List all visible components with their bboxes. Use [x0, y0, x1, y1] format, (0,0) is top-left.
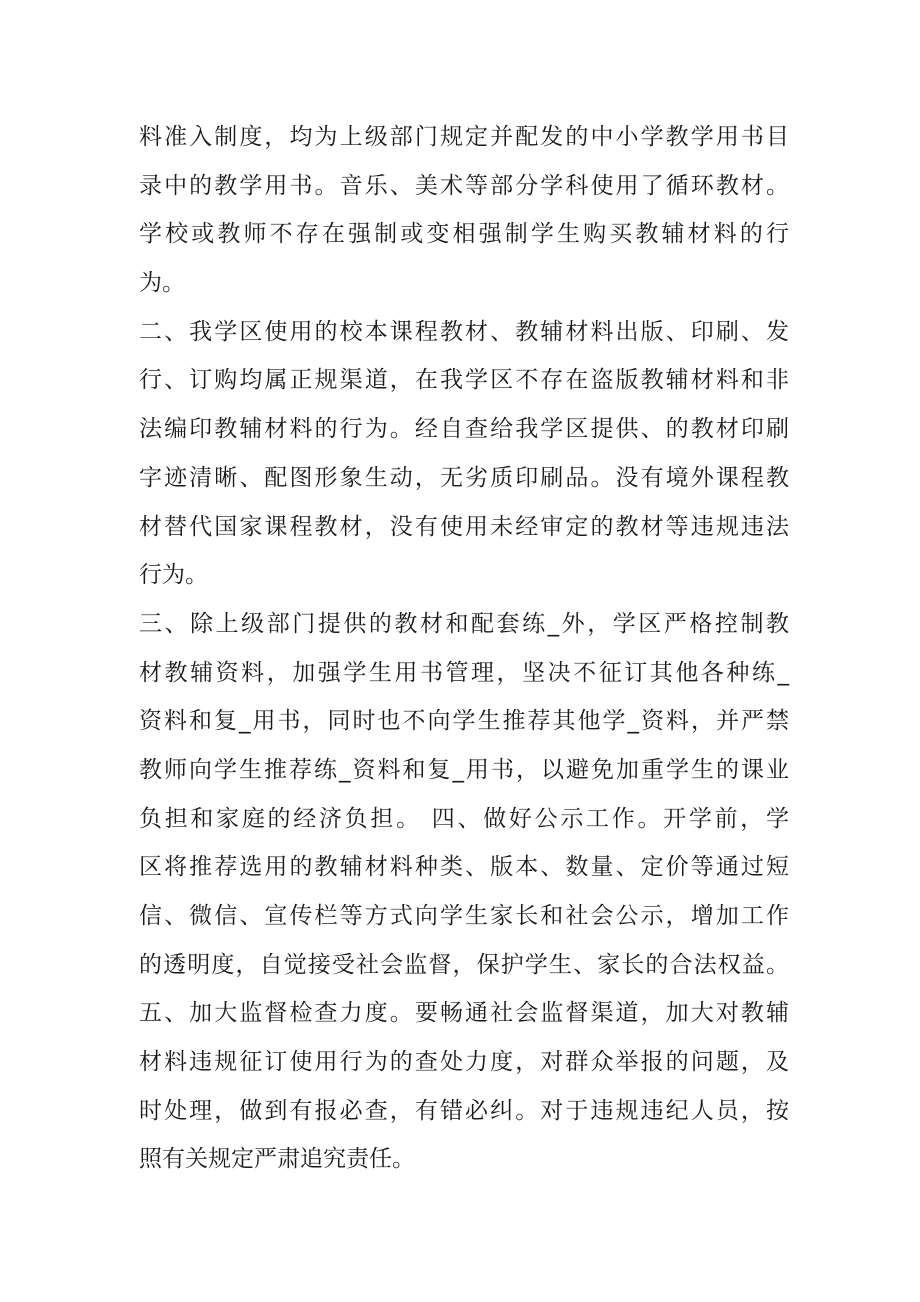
text-line: 学校或教师不存在强制或变相强制学生购买教辅材料的行: [139, 221, 789, 248]
text-line: 材教辅资料，加强学生用书管理，坚决不征订其他各种练_: [139, 659, 789, 686]
text-line: 的透明度，自觉接受社会监督，保护学生、家长的合法权益。: [139, 951, 789, 978]
text-line: 录中的教学用书。音乐、美术等部分学科使用了循环教材。: [139, 172, 789, 199]
text-line: 区将推荐选用的教辅材料种类、版本、数量、定价等通过短: [139, 854, 789, 881]
text-line: 资料和复_用书，同时也不向学生推荐其他学_资料，并严禁: [139, 708, 789, 735]
text-line: 材替代国家课程教材，没有使用未经审定的教材等违规违法: [139, 513, 789, 540]
text-line: 法编印教辅材料的行为。经自查给我学区提供、的教材印刷: [139, 416, 789, 443]
text-line: 五、加大监督检查力度。要畅通社会监督渠道，加大对教辅: [139, 1000, 789, 1027]
text-line: 为。: [139, 270, 185, 297]
text-line: 负担和家庭的经济负担。 四、做好公示工作。开学前，学: [139, 805, 789, 832]
text-line: 三、除上级部门提供的教材和配套练_外，学区严格控制教: [139, 610, 789, 637]
text-line: 时处理，做到有报必查，有错必纠。对于违规违纪人员，按: [139, 1097, 789, 1124]
text-line: 教师向学生推荐练_资料和复_用书，以避免加重学生的课业: [139, 756, 789, 783]
text-line: 行、订购均属正规渠道，在我学区不存在盗版教辅材料和非: [139, 367, 789, 394]
text-line: 字迹清晰、配图形象生动，无劣质印刷品。没有境外课程教: [139, 464, 789, 491]
document-body: [139, 113, 789, 1184]
text-line: 二、我学区使用的校本课程教材、教辅材料出版、印刷、发: [139, 318, 789, 345]
text-line: 信、微信、宣传栏等方式向学生家长和社会公示，增加工作: [139, 903, 789, 929]
text-line: 行为。: [139, 562, 208, 589]
text-line: 材料违规征订使用行为的查处力度，对群众举报的问题，及: [139, 1049, 789, 1076]
text-line: 照有关规定严肃追究责任。: [139, 1146, 415, 1173]
text-line: 料准入制度，均为上级部门规定并配发的中小学教学用书目: [139, 124, 789, 150]
